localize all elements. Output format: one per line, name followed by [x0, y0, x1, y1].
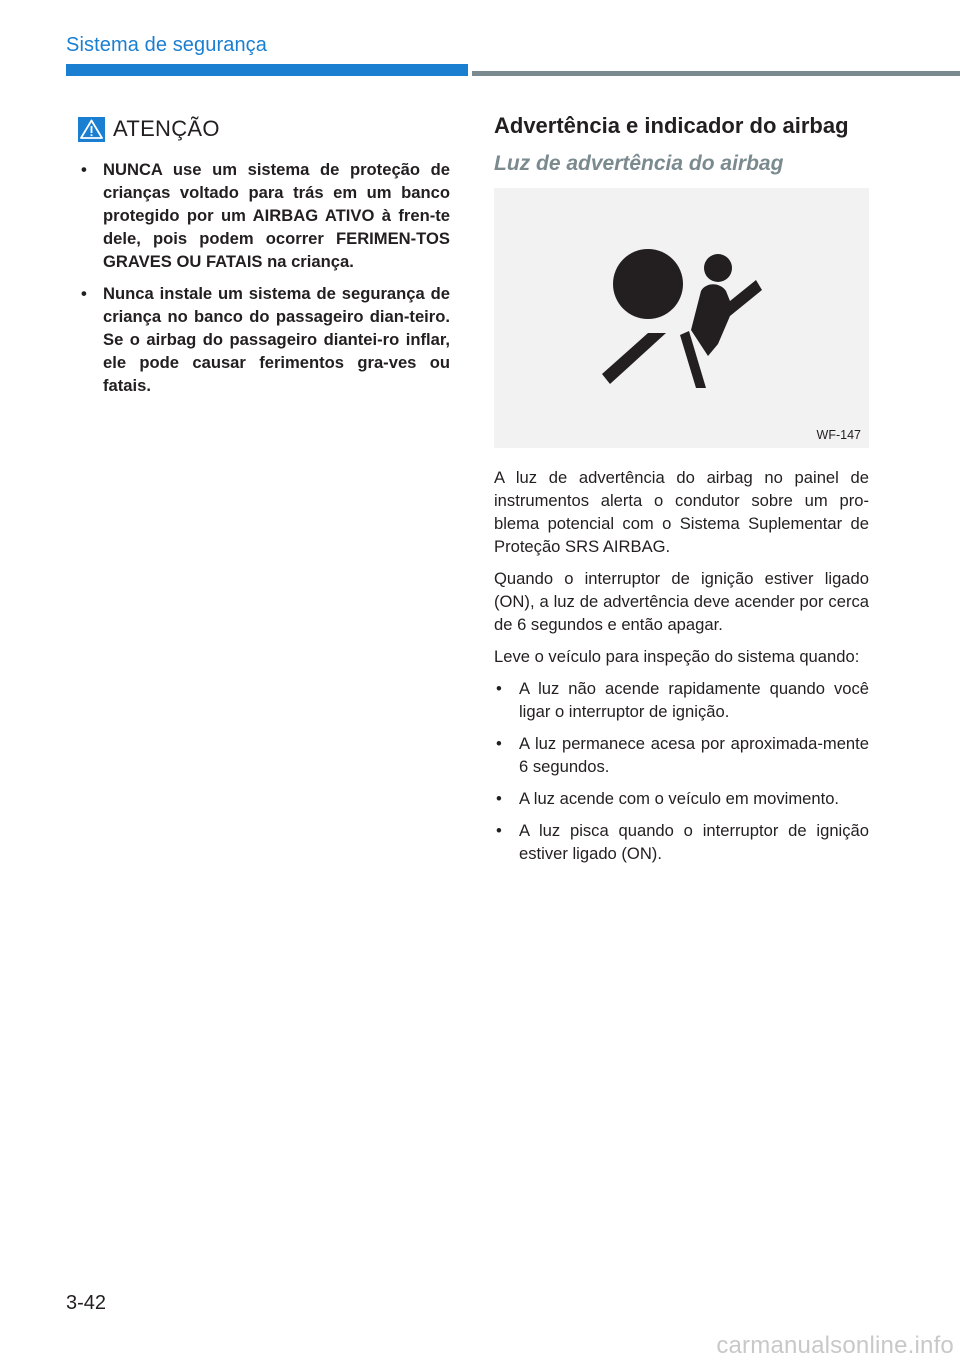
section-title: Sistema de segurança: [66, 34, 268, 56]
warning-title: ATENÇÃO: [113, 116, 220, 141]
warning-item: • NUNCA use um sistema de proteção de crianças voltado para trás em um banco protegido por um AIRBAG ATIVO à fren-te dele, pois podem ocorrer FERIMEN-TOS GRAVES OU FATAIS na criança.: [78, 158, 450, 273]
warning-list: [78, 158, 450, 406]
list-item: • A luz não acende rapidamente quando você ligar o interruptor de ignição.: [494, 677, 869, 723]
list-item: • A luz pisca quando o interruptor de ignição estiver ligado (ON).: [494, 819, 869, 865]
body-text: [494, 466, 869, 874]
warning-header: [78, 116, 220, 142]
section-heading: Advertência e indicador do airbag: [494, 113, 849, 138]
list-item: • A luz permanece acesa por aproximada-mente 6 segundos.: [494, 732, 869, 778]
airbag-warning-icon: [494, 188, 869, 448]
page-number: 3-42: [66, 1292, 107, 1314]
paragraph: A luz de advertência do airbag no painel de instrumentos alerta o condutor sobre um pro-blema potencial com o Sistema Suplementar de Proteção SRS AIRBAG.: [494, 468, 869, 556]
condition-list: [494, 677, 869, 865]
paragraph: Leve o veículo para inspeção do sistema quando:: [494, 647, 860, 666]
airbag-figure: [494, 188, 869, 448]
warning-triangle-icon: [78, 117, 105, 142]
list-item: • A luz acende com o veículo em movimento.: [494, 787, 869, 810]
header-rule-gray: [472, 71, 960, 76]
section-subheading: Luz de advertência do airbag: [494, 152, 784, 175]
header-rule-blue: [66, 64, 468, 76]
watermark: carmanualsonline.info: [716, 1332, 954, 1359]
paragraph: Quando o interruptor de ignição estiver ligado (ON), a luz de advertência deve acender por cerca de 6 segundos e então apagar.: [494, 569, 869, 634]
figure-code: WF-147: [816, 428, 861, 442]
warning-item: • Nunca instale um sistema de segurança de criança no banco do passageiro dian-teiro. Se o airbag do passageiro diantei-ro inflar, ele pode causar ferimentos gra-ves ou fatais.: [78, 282, 450, 397]
